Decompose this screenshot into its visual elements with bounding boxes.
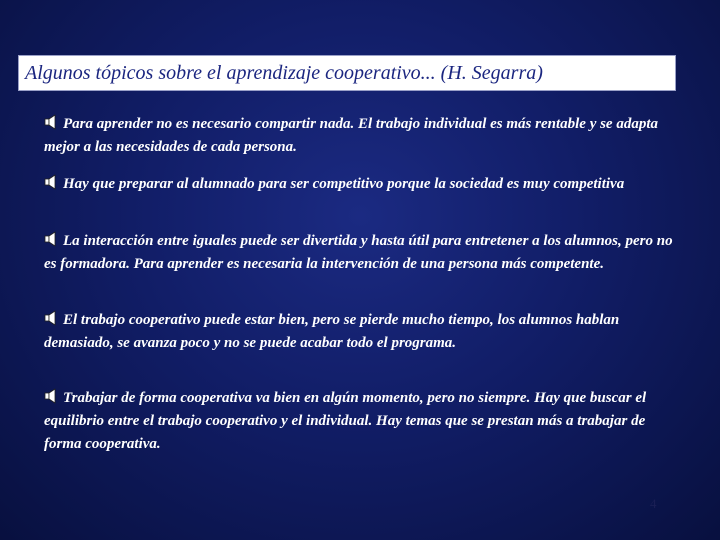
bullet-text: La interacción entre iguales puede ser divertida y hasta útil para entretener a los alumnos, pero no es formadora. Para aprender es necesaria la intervención de una persona más competente. [44, 233, 673, 272]
speaker-icon [44, 114, 58, 130]
bullet-item [44, 173, 684, 196]
slide-title-box [18, 55, 676, 91]
bullet-item [44, 113, 684, 159]
bullet-item [44, 230, 684, 276]
bullet-text: Hay que preparar al alumnado para ser competitivo porque la sociedad es muy competitiva [63, 176, 625, 192]
speaker-icon [44, 174, 58, 190]
speaker-icon [44, 388, 58, 404]
bullet-text: El trabajo cooperativo puede estar bien, pero se pierde mucho tiempo, los alumnos hablan demasiado, se avanza poco y no se puede acabar todo el programa. [44, 312, 620, 351]
slide-title: Algunos tópicos sobre el aprendizaje cooperativo... (H. Segarra) [25, 61, 543, 84]
bullet-item [44, 387, 684, 456]
bullet-text: Trabajar de forma cooperativa va bien en algún momento, pero no siempre. Hay que buscar el equilibrio entre el trabajo cooperativo y el individual. Hay temas que se prestan más a trabajar de forma cooperativa. [44, 390, 647, 452]
bullet-item [44, 309, 684, 355]
speaker-icon [44, 310, 58, 326]
page-number: 4 [650, 496, 657, 511]
speaker-icon [44, 231, 58, 247]
bullet-text: Para aprender no es necesario compartir nada. El trabajo individual es más rentable y se adapta mejor a las necesidades de cada persona. [44, 116, 659, 155]
